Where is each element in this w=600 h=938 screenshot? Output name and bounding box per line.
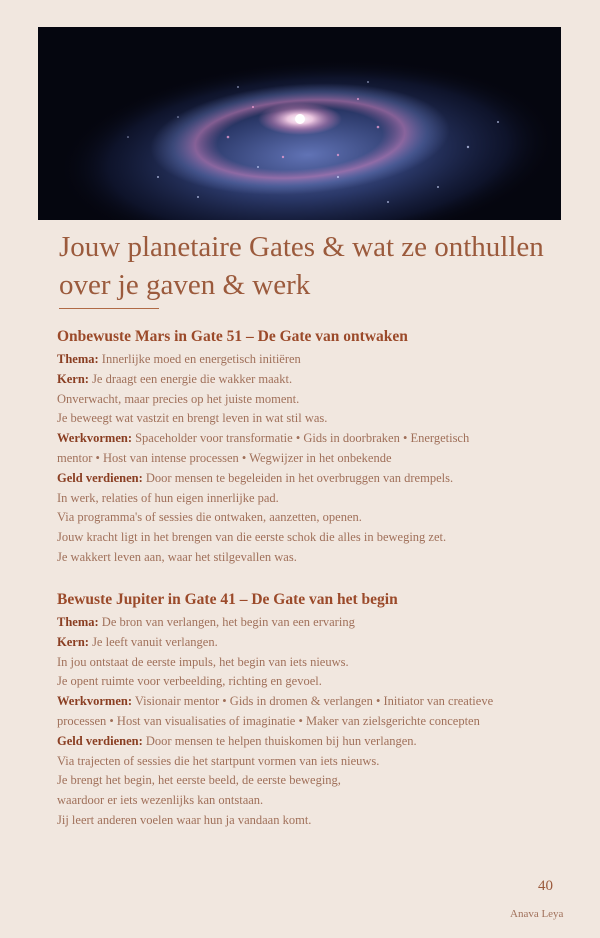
section-line: Via trajecten of sessies die het startpunt vormen van iets nieuws. — [57, 753, 380, 768]
section-line: Onverwacht, maar precies op het juiste moment. — [57, 391, 300, 406]
section-line: In jou ontstaat de eerste impuls, het begin van iets nieuws. — [57, 654, 349, 669]
section-line: Werkvormen: Visionair mentor • Gids in dromen & verlangen • Initiator van creatieve — [57, 694, 494, 709]
section-line: Via programma's of sessies die ontwaken, aanzetten, openen. — [57, 510, 362, 525]
section-line: Geld verdienen: Door mensen te begeleiden in het overbruggen van drempels. — [57, 470, 454, 485]
title-divider — [59, 308, 159, 309]
section-line: waardoor er iets wezenlijks kan ontstaan. — [57, 793, 264, 808]
galaxy-illustration — [38, 27, 561, 220]
section-line: Thema: Innerlijke moed en energetisch initiëren — [57, 352, 301, 366]
section-line: Je brengt het begin, het eerste beeld, de eerste beweging, — [57, 773, 341, 788]
section-line: In werk, relaties of hun eigen innerlijke pad. — [57, 490, 279, 505]
section-mars-gate-51 — [57, 326, 567, 568]
galaxy-image — [38, 27, 561, 220]
section-line: Geld verdienen: Door mensen te helpen thuiskomen bij hun verlangen. — [57, 733, 417, 748]
section-line: mentor • Host van intense processen • Wegwijzer in het onbekende — [57, 450, 392, 465]
section-line: processen • Host van visualisaties of imaginatie • Maker van zielsgerichte concepten — [57, 713, 480, 728]
section-line: Thema: De bron van verlangen, het begin van een ervaring — [57, 615, 355, 629]
section-heading: Onbewuste Mars in Gate 51 – De Gate van ontwaken — [57, 328, 408, 345]
section-line: Je opent ruimte voor verbeelding, richting en gevoel. — [57, 674, 322, 689]
section-line: Kern: Je draagt een energie die wakker maakt. — [57, 371, 293, 386]
section-line: Kern: Je leeft vanuit verlangen. — [57, 634, 218, 649]
section-line: Je beweegt wat vastzit en brengt leven in wat stil was. — [57, 411, 328, 426]
section-line: Jij leert anderen voelen waar hun ja vandaan komt. — [57, 812, 312, 827]
author-name: Anava Leya — [510, 908, 564, 920]
section-line: Jouw kracht ligt in het brengen van die eerste schok die alles in beweging zet. — [57, 530, 447, 545]
section-heading: Bewuste Jupiter in Gate 41 – De Gate van het begin — [57, 591, 398, 608]
section-line: Je wakkert leven aan, waar het stilgevallen was. — [57, 549, 297, 564]
section-jupiter-gate-41 — [57, 589, 567, 831]
page-title: Jouw planetaire Gates & wat ze onthullen over je gaven & werk — [59, 231, 544, 301]
section-line: Werkvormen: Spaceholder voor transformatie • Gids in doorbraken • Energetisch — [57, 431, 470, 446]
page-number: 40 — [538, 878, 553, 894]
